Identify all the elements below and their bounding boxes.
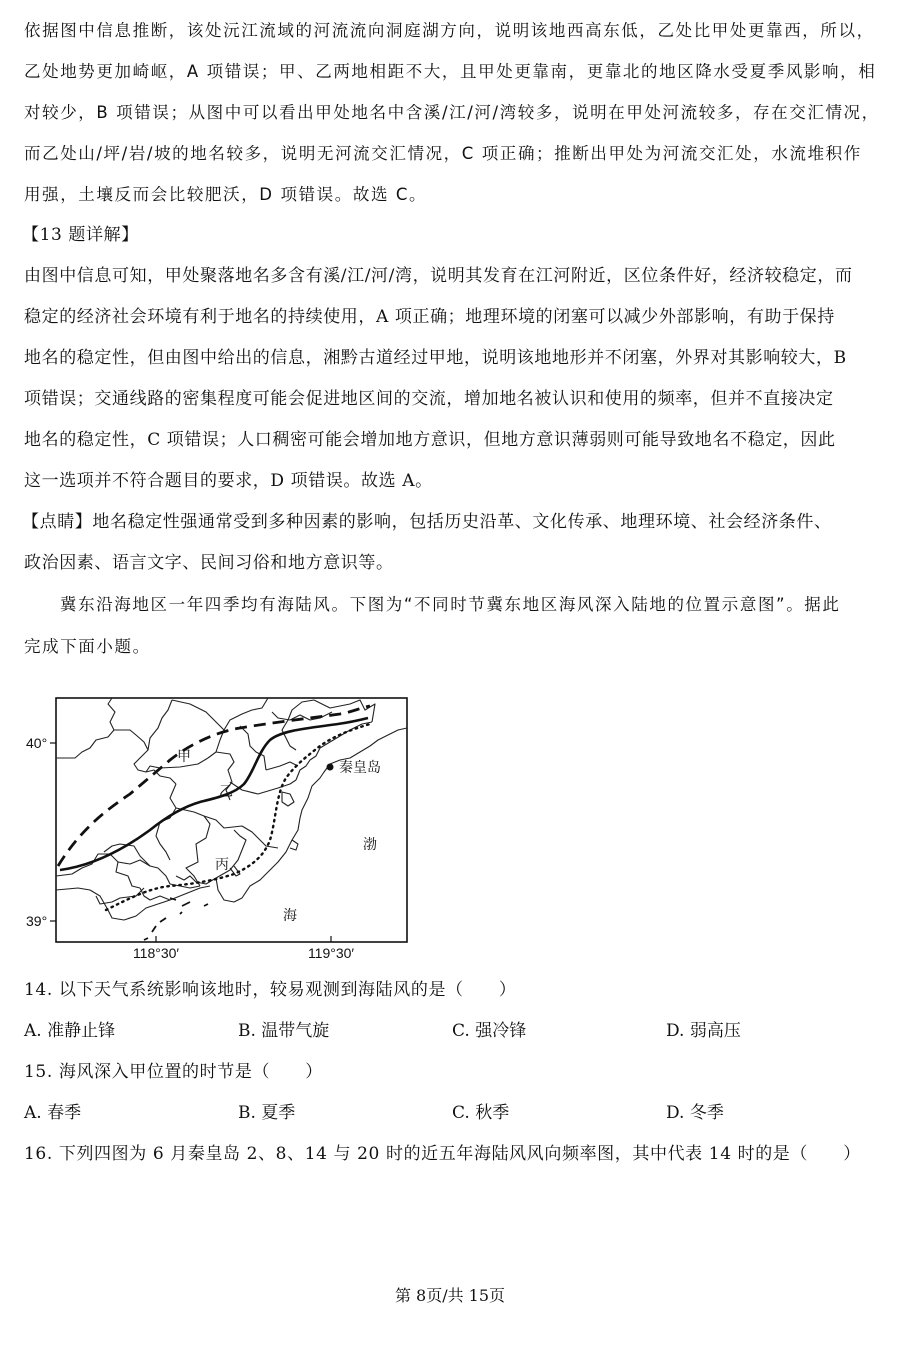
- intro-line: 冀东沿海地区一年四季均有海陆风。下图为“不同时节冀东地区海风深入陆地的位置示意图”。据此: [60, 595, 841, 614]
- map-label-qinhuangdao: 秦皇岛: [339, 760, 381, 776]
- lat-label-40: 40°: [26, 735, 48, 751]
- q13-line: 稳定的经济社会环境有利于地名的持续使用，A 项正确；地理环境的闭塞可以减少外部影响，有助于保持: [24, 307, 835, 327]
- dashed-fragment: [144, 912, 182, 940]
- explanation-line: 依据图中信息推断，该处沅江流域的河流流向洞庭湖方向，说明该地西高东低，乙处比甲处更靠西，所以，: [24, 21, 875, 40]
- explanation-line: 乙处地势更加崎岖，A 项错误；甲、乙两地相距不大，且甲处更靠南，更靠北的地区降水受夏季风影响，相: [24, 62, 877, 81]
- map-label-yi: 乙: [219, 784, 233, 800]
- q13-line: 地名的稳定性，C 项错误；人口稠密可能会增加地方意识，但地方意识薄弱则可能导致地名不稳定，因此: [24, 430, 836, 450]
- question-14-option-b[interactable]: B. 温带气旋: [238, 1021, 330, 1041]
- question-16-stem: 16. 下列四图为 6 月秦皇岛 2、8、14 与 20 时的近五年海陆风风向频率图，其中代表 14 时的是（ ）: [24, 1144, 861, 1164]
- explanation-line: 用强，土壤反而会比较肥沃，D 项错误。故选 C。: [24, 185, 428, 204]
- q13-line: 地名的稳定性，但由图中给出的信息，湘黔古道经过甲地，说明该地地形并不闭塞，外界对其影响较大，B: [24, 348, 847, 368]
- q13-line: 由图中信息可知，甲处聚落地名多含有溪/江/河/湾，说明其发育在江河附近，区位条件好，经济较稳定，而: [24, 266, 853, 286]
- yi-solid-line: [60, 718, 368, 870]
- explanation-line: 而乙处山/坪/岩/坡的地名较多，说明无河流交汇情况，C 项正确；推断出甲处为河流交汇处，水流堆积作: [24, 144, 862, 163]
- explanation-line: 对较少，B 项错误；从图中可以看出甲处地名中含溪/江/河/湾较多，说明在甲处河流较多，存在交汇情况，: [24, 103, 880, 122]
- jia-dashed-line: [58, 706, 370, 866]
- lon-label-119-30: 119°30′: [307, 945, 355, 961]
- question-15-stem: 15. 海风深入甲位置的时节是（ ）: [24, 1062, 323, 1082]
- map-frame: [56, 698, 407, 942]
- tip-line: 政治因素、语言文字、民间习俗和地方意识等。: [24, 553, 394, 573]
- sea-breeze-map: [20, 690, 420, 965]
- question-15-option-b[interactable]: B. 夏季: [238, 1103, 296, 1123]
- question-14-option-a[interactable]: A. 准静止锋: [24, 1021, 116, 1041]
- qinhuangdao-dot: [327, 764, 334, 771]
- q13-line: 项错误；交通线路的密集程度可能会促进地区间的交流，增加地名被认识和使用的频率，但并不直接决定: [24, 389, 834, 409]
- lon-label-118-30: 118°30′: [132, 945, 180, 961]
- map-label-bo: 渤: [363, 837, 377, 853]
- question-15-option-c[interactable]: C. 秋季: [452, 1103, 510, 1123]
- page-number: 第 8页/共 15页: [394, 1286, 506, 1305]
- lat-label-39: 39°: [26, 913, 48, 929]
- coast-fragment: [170, 898, 208, 906]
- map-label-bing: 丙: [215, 857, 229, 873]
- question-14-option-d[interactable]: D. 弱高压: [666, 1021, 741, 1041]
- question-15-option-d[interactable]: D. 冬季: [666, 1103, 724, 1123]
- map-label-hai: 海: [283, 908, 297, 924]
- question-15-option-a[interactable]: A. 春季: [24, 1103, 82, 1123]
- q13-heading: 【13 题详解】: [22, 225, 139, 245]
- question-14-option-c[interactable]: C. 强冷锋: [452, 1021, 527, 1041]
- q13-line: 这一选项并不符合题目的要求，D 项错误。故选 A。: [24, 471, 433, 491]
- tip-line: 【点睛】地名稳定性强通常受到多种因素的影响，包括历史沿革、文化传承、地理环境、社会经济条件、: [22, 512, 832, 532]
- question-14-stem: 14. 以下天气系统影响该地时，较易观测到海陆风的是（ ）: [24, 980, 517, 1000]
- intro-line: 完成下面小题。: [24, 637, 151, 656]
- map-label-jia: 甲: [177, 749, 191, 765]
